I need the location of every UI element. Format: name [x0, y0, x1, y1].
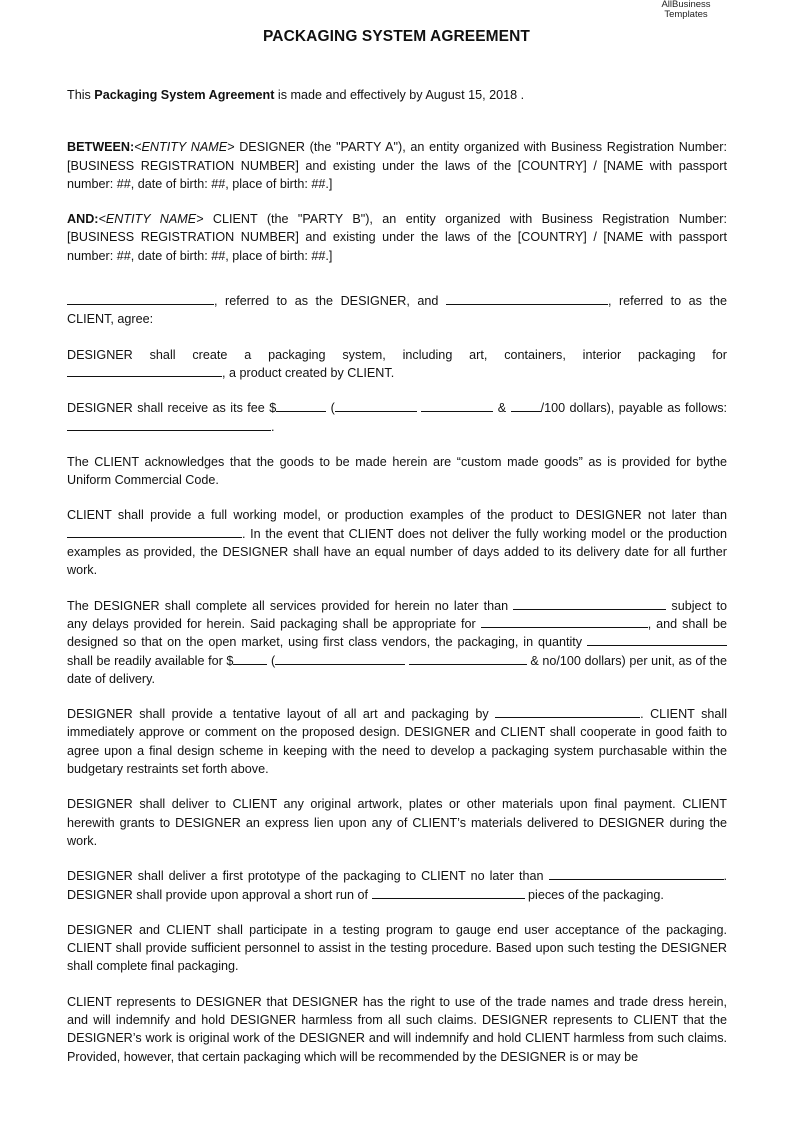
fee-words-blank-1[interactable]	[335, 399, 417, 412]
scope-paragraph	[67, 346, 727, 383]
completion-date-blank[interactable]	[513, 597, 666, 610]
and-label: AND:	[67, 212, 99, 227]
allbusiness-templates-logo	[646, 0, 726, 20]
between-label: BETWEEN:	[67, 140, 135, 155]
between-paragraph	[67, 138, 727, 193]
prototype-paragraph	[67, 867, 727, 904]
completion-paragraph	[67, 597, 727, 688]
parties-text-2: , referred to as the CLIENT, agree:	[67, 294, 727, 327]
prototype-text-1: DESIGNER shall deliver a first prototype of the packaging to CLIENT no later than	[67, 869, 549, 884]
designer-name-blank[interactable]	[67, 292, 214, 305]
completion-text-1: The DESIGNER shall complete all services provided for herein no later than	[67, 598, 514, 613]
fee-amount-blank[interactable]	[276, 399, 326, 412]
working-model-text-2: . In the event that CLIENT does not deliver the fully working model or the production examples as provided, the DESIGNER shall have an equal number of days added to its delivery date for all further work.	[67, 526, 727, 578]
packaging-purpose-blank[interactable]	[481, 615, 648, 628]
prototype-date-blank[interactable]	[549, 867, 724, 880]
layout-date-blank[interactable]	[495, 705, 640, 718]
party-a-details: DESIGNER (the "PARTY A"), an entity organized with Business Registration Number: [BUSINESS REGISTRATION NUMBER] and existing under the laws of the [COUNTRY] / [NAME with passport number: ##, date of birth: ##, place of birth: ##.]	[67, 140, 727, 191]
short-run-quantity-blank[interactable]	[372, 886, 525, 899]
model-deadline-blank[interactable]	[67, 525, 242, 538]
agreement-name: Packaging System Agreement	[94, 88, 275, 102]
completion-text-5: (	[267, 653, 276, 668]
completion-text-4: shall be readily available for $	[67, 653, 234, 668]
fee-paragraph	[67, 399, 727, 436]
fee-text-1: DESIGNER shall receive as its fee $	[67, 401, 277, 416]
product-blank[interactable]	[67, 364, 222, 377]
parties-paragraph	[67, 292, 727, 329]
party-a-entity-placeholder: <ENTITY NAME>	[134, 140, 235, 155]
document-body	[67, 86, 727, 1083]
fee-text-2: (	[326, 401, 335, 416]
parties-text-1: , referred to as the DESIGNER, and	[214, 294, 446, 309]
layout-paragraph	[67, 705, 727, 778]
layout-text-1: DESIGNER shall provide a tentative layout of all art and packaging by	[67, 707, 496, 722]
fee-cents-blank[interactable]	[511, 399, 541, 412]
intro-text-pre: This	[67, 88, 95, 102]
working-model-paragraph	[67, 506, 727, 579]
unit-price-blank[interactable]	[233, 652, 267, 665]
client-name-blank[interactable]	[446, 292, 608, 305]
completion-text-2: subject to any delays provided for herein. Said packaging shall be appropriate for	[67, 598, 727, 631]
intro-paragraph	[67, 86, 727, 104]
document-title: PACKAGING SYSTEM AGREEMENT	[263, 28, 530, 45]
intro-text-post: is made and effectively by August 15, 2018 .	[274, 88, 525, 102]
and-paragraph	[67, 210, 727, 265]
artwork-paragraph: DESIGNER shall deliver to CLIENT any original artwork, plates or other materials upon final payment. CLIENT herewith grants to DESIGNER an express lien upon any of CLIENT’s materials delivered to DESIGNER during the work.	[67, 797, 727, 848]
prototype-text-2: . DESIGNER shall provide upon approval a short run of	[67, 869, 727, 902]
quantity-blank[interactable]	[587, 633, 727, 646]
completion-text-3: , and shall be designed so that on the open market, using first class vendors, the packaging, in quantity	[67, 616, 727, 650]
working-model-text-1: CLIENT shall provide a full working model, or production examples of the product to DESIGNER not later than	[67, 508, 727, 523]
party-b-details: CLIENT (the "PARTY B"), an entity organized with Business Registration Number: [BUSINESS REGISTRATION NUMBER] and existing under the laws of the [COUNTRY] / [NAME with passport number: ##, date of birth: ##, place of birth: ##.]	[67, 212, 727, 263]
completion-text-6: & no/100 dollars) per unit, as of the date of delivery.	[67, 653, 728, 686]
unit-price-words-blank-2[interactable]	[409, 652, 527, 665]
fee-text-4: /100 dollars), payable as follows:	[540, 401, 727, 416]
fee-text-5: .	[271, 419, 275, 434]
payment-terms-blank[interactable]	[67, 418, 271, 431]
scope-text-1: DESIGNER shall create a packaging system, including art, containers, interior packaging for	[67, 347, 727, 362]
testing-paragraph: DESIGNER and CLIENT shall participate in a testing program to gauge end user acceptance of the packaging. CLIENT shall provide sufficient personnel to assist in the testing procedure. Based upon such testing the DESIGNER shall complete final packaging.	[67, 922, 727, 974]
layout-text-2: . CLIENT shall immediately approve or comment on the proposed design. DESIGNER and CLIENT shall cooperate in good faith to agree upon a final design scheme in keeping with the need to develop a packaging system purchasable within the budgetary restraints set forth above.	[67, 707, 727, 777]
custom-goods-paragraph: The CLIENT acknowledges that the goods to be made herein are “custom made goods” as is provided for bythe Uniform Commercial Code.	[67, 454, 727, 488]
trade-names-paragraph: CLIENT represents to DESIGNER that DESIGNER has the right to use of the trade names and trade dress herein, and will indemnify and hold DESIGNER harmless from all such claims. DESIGNER represents to CLIENT that the DESIGNER’s work is original work of the DESIGNER and will indemnify and hold CLIENT harmless from such claims. Provided, however, that certain packaging which will be recommended by the DESIGNER is or may be	[67, 994, 727, 1064]
logo-line-2: Templates	[664, 9, 708, 20]
party-b-entity-placeholder: <ENTITY NAME>	[98, 212, 204, 227]
fee-text-3: &	[493, 401, 511, 416]
fee-words-blank-2[interactable]	[421, 399, 493, 412]
unit-price-words-blank-1[interactable]	[275, 652, 405, 665]
prototype-text-3: pieces of the packaging.	[524, 887, 664, 902]
scope-text-2: , a product created by CLIENT.	[222, 365, 395, 380]
logo-line-1: AllBusiness	[661, 0, 711, 10]
